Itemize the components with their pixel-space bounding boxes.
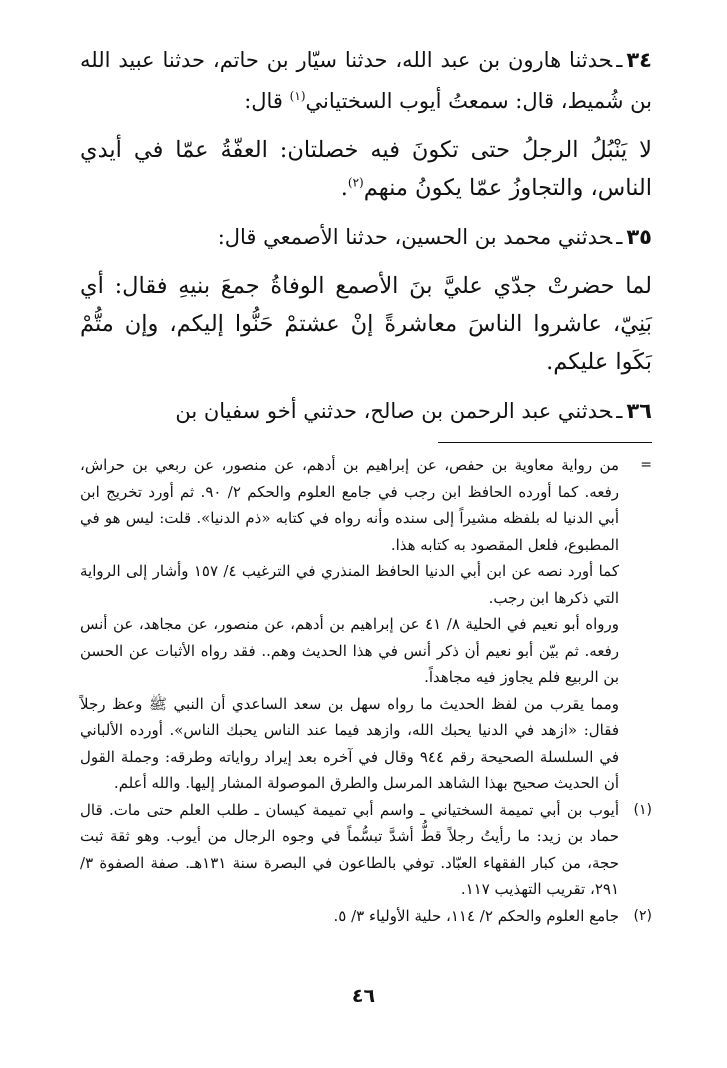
footnote-separator [438, 442, 652, 443]
footnote-paragraph [80, 611, 652, 691]
narration-35-chain: حدثني محمد بن الحسين، حدثنا الأصمعي قال: [217, 225, 613, 249]
narration-number-35: ٣٥ [626, 225, 652, 249]
narration-36-chain: حدثني عبد الرحمن بن صالح، حدثني أخو سفيان بن [175, 399, 613, 423]
narration-34-chain-tail: قال: [244, 89, 283, 113]
narration-35-isnad [80, 217, 652, 258]
footnote-text: أيوب بن أبي تميمة السختياني ـ واسم أبي تميمة كيسان ـ طلب العلم حتى مات. قال حماد بن زيد: ما رأيتُ رجلاً قطُّ أشدَّ تبسُّماً في وجوه الرجال من أيوب. وهو ثقة ثبت حجة، من كبار الفقهاء العبّاد. توفي بالطاعون في البصرة سنة ١٣١هـ. صفة الصفوة ٣/ ٢٩١، تقريب التهذيب ١١٧. [80, 800, 619, 898]
main-text [80, 40, 652, 432]
narration-34-matn [80, 131, 652, 207]
footnote-mark: (١) [633, 801, 652, 818]
footnote-1 [80, 797, 652, 903]
narration-34-isnad [80, 40, 652, 122]
page-number: ٤٦ [351, 985, 376, 1007]
narration-number-36: ٣٦ [626, 399, 652, 423]
footnote-text: جامع العلوم والحكم ٢/ ١١٤، حلية الأولياء ٣/ ٥. [333, 906, 619, 925]
footnote-continuation [80, 452, 652, 558]
footnote-mark: (٢) [633, 907, 652, 924]
narration-35-text: لما حضرتْ جدّي عليَّ بنَ الأصمع الوفاةُ جمعَ بنيهِ فقال: أي بَنِيّ، عاشروا الناسَ معاشرةً إنْ عشتمْ حَنُّوا إليكم، وإن متُّمْ بَكَوا عليكم. [80, 273, 653, 375]
dash: ـ [616, 225, 623, 249]
footnote-paragraph [80, 691, 652, 797]
dash: ـ [616, 48, 623, 72]
footnote-mark: = [640, 457, 652, 473]
footnote-ref-1[interactable]: (١) [289, 89, 306, 103]
footnote-ref-2[interactable]: (٢) [347, 175, 364, 190]
footnote-text: من رواية معاوية بن حفص، عن إبراهيم بن أدهم، عن منصور، عن ربعي بن حراش، رفعه. كما أورده الحافظ ابن رجب في جامع العلوم والحكم ٢/ ٩٠. ثم أورد تخريج ابن أبي الدنيا له بلفظه مشيراً إلى سنده وأنه رواه في كتابه «ذم الدنيا». قلت: ليس هو في المطبوع، فلعل المقصود به كتابه هذا. [80, 456, 619, 554]
dash: ـ [616, 399, 623, 423]
narration-36-isnad [80, 391, 652, 432]
narration-34-period: . [340, 175, 348, 201]
narration-35-matn [80, 267, 652, 381]
narration-34-text: لا يَنْبُلُ الرجلُ حتى تكونَ فيه خصلتان: العفّةُ عمّا في أيدي الناس، والتجاوزُ عمّا يكونُ منهم [80, 137, 652, 201]
footnote-text: كما أورد نصه عن ابن أبي الدنيا الحافظ المنذري في الترغيب ٤/ ١٥٧ وأشار إلى الرواية التي ذكرها ابن رجب. [80, 562, 619, 607]
footnote-paragraph [80, 558, 652, 611]
narration-34-chain: حدثنا هارون بن عبد الله، حدثنا سيّار بن حاتم، حدثنا عبيد الله بن شُميط، قال: سمعتُ أيوب السختياني [80, 48, 652, 113]
footnote-text: ومما يقرب من لفظ الحديث ما رواه سهل بن سعد الساعدي أن النبي ﷺ وعظ رجلاً فقال: «ازهد في الدنيا يحبك الله، وازهد فيما عند الناس يحبك الناس». أورده الألباني في السلسلة الصحيحة رقم ٩٤٤ وقال في آخره بعد إيراد رواياته وطرقه: وجملة القول أن الحديث صحيح بهذا الشاهد المرسل والطرق الموصولة المشار إليها. والله أعلم. [80, 694, 619, 792]
narration-number-34: ٣٤ [626, 48, 652, 72]
footnote-2 [80, 903, 652, 930]
footnote-text: ورواه أبو نعيم في الحلية ٨/ ٤١ عن إبراهيم بن أدهم، عن منصور، عن مجاهد، عن أنس رفعه. ثم بيّن أبو نعيم أن ذكر أنس في هذا الحديث وهم.. فقد رواه الأثبات عن الحسن بن الربيع فلم يجاوز فيه مجاهداً. [80, 615, 619, 686]
footnotes [80, 452, 652, 929]
